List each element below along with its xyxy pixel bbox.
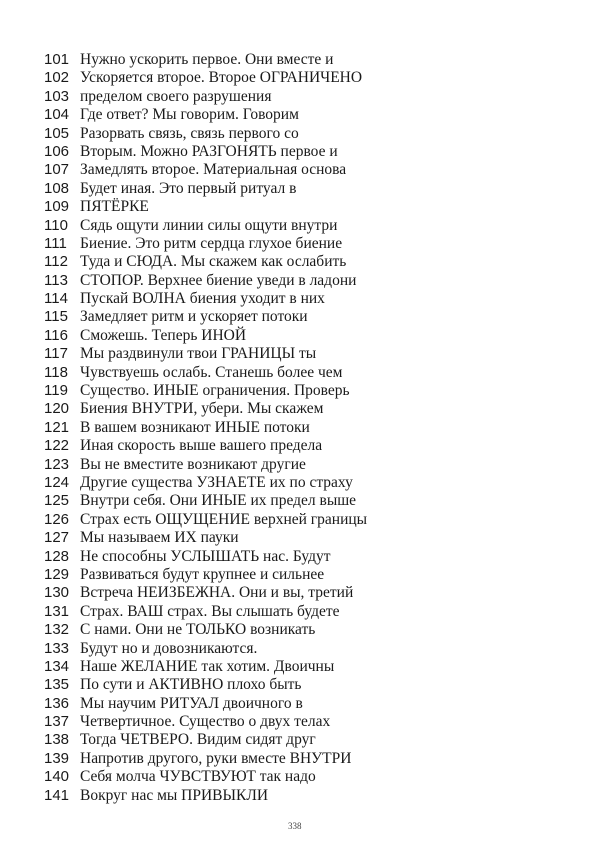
line-text: Замедляет ритм и ускоряет потоки <box>80 308 308 326</box>
line-text: Будет иная. Это первый ритуал в <box>80 179 297 197</box>
line-number: 114 <box>44 290 68 308</box>
line-text: Сможешь. Теперь ИНОЙ <box>80 326 247 344</box>
line-number: 101 <box>44 51 70 68</box>
text-line <box>44 566 367 584</box>
line-number: 141 <box>44 786 70 804</box>
text-line <box>44 290 367 308</box>
line-number: 126 <box>44 510 70 528</box>
line-number: 133 <box>44 639 70 657</box>
line-number: 104 <box>44 106 70 124</box>
line-text: Внутри себя. Они ИНЫЕ их предел выше <box>80 492 357 510</box>
line-number: 120 <box>44 400 70 418</box>
text-line <box>44 713 367 731</box>
line-text: Другие существа УЗНАЕТЕ их по страху <box>80 473 353 491</box>
line-number: 128 <box>44 547 70 565</box>
line-text: Нужно ускорить первое. Они вместе и <box>80 51 334 68</box>
line-text: Мы раздвинули твои ГРАНИЦЫ ты <box>80 345 317 363</box>
line-number: 106 <box>44 142 70 160</box>
line-text: Наше ЖЕЛАНИЕ так хотим. Двоичны <box>80 657 335 675</box>
line-number: 125 <box>44 492 70 510</box>
text-line <box>44 161 367 179</box>
line-number: 130 <box>44 584 70 602</box>
line-text: Страх есть ОЩУЩЕНИЕ верхней границы <box>80 510 368 528</box>
text-line <box>44 69 367 87</box>
line-number: 140 <box>44 768 70 786</box>
line-number: 111 <box>44 234 67 252</box>
text-line <box>44 676 367 694</box>
text-line <box>44 272 367 290</box>
text-line <box>44 640 367 658</box>
line-text: Будут но и довозникаются. <box>80 639 258 657</box>
line-text: Мы называем ИХ пауки <box>80 529 239 547</box>
text-line <box>44 253 367 271</box>
line-number: 105 <box>44 124 70 142</box>
text-line <box>44 125 367 143</box>
text-line <box>44 529 367 547</box>
line-text: Разорвать связь, связь первого со <box>80 124 299 142</box>
line-number: 137 <box>44 713 70 731</box>
line-number: 139 <box>44 749 70 767</box>
line-number: 123 <box>44 455 70 473</box>
line-number: 136 <box>44 694 70 712</box>
text-line <box>44 143 367 161</box>
line-text: Существо. ИНЫЕ ограничения. Проверь <box>80 382 350 400</box>
text-line <box>44 621 367 639</box>
text-line <box>44 584 367 602</box>
line-number: 109 <box>44 198 70 216</box>
line-text: ПЯТЁРКЕ <box>80 198 149 216</box>
line-text: Развиваться будут крупнее и сильнее <box>80 565 325 583</box>
line-number: 113 <box>44 271 68 289</box>
text-line <box>44 437 367 455</box>
line-text: Биение. Это ритм сердца глухое биение <box>80 234 343 252</box>
line-number: 132 <box>44 621 70 639</box>
line-text: По сути и АКТИВНО плохо быть <box>80 676 302 694</box>
line-number: 135 <box>44 676 70 694</box>
line-number: 119 <box>44 382 68 400</box>
text-line <box>44 198 367 216</box>
line-text: Замедлять второе. Материальная основа <box>80 161 347 179</box>
line-text: Сядь ощути линии силы ощути внутри <box>80 216 338 234</box>
line-text: Ускоряется второе. Второе ОГРАНИЧЕНО <box>80 69 363 87</box>
text-line <box>44 88 367 106</box>
line-number: 102 <box>44 69 70 87</box>
line-number: 103 <box>44 87 70 105</box>
line-text: Пускай ВОЛНА биения уходит в них <box>80 290 325 308</box>
line-text: Вы не вместите возникают другие <box>80 455 306 473</box>
text-line <box>44 106 367 124</box>
line-text: Напротив другого, руки вместе ВНУТРИ <box>80 749 352 767</box>
numbered-text-block <box>44 51 367 805</box>
text-line <box>44 511 367 529</box>
line-number: 129 <box>44 565 70 583</box>
line-number: 112 <box>44 253 68 271</box>
line-text: Туда и СЮДА. Мы скажем как ослабить <box>80 253 347 271</box>
text-line <box>44 750 367 768</box>
text-line <box>44 474 367 492</box>
text-line <box>44 51 367 69</box>
line-text: Себя молча ЧУВСТВУЮТ так надо <box>80 768 316 786</box>
line-number: 116 <box>44 326 68 344</box>
text-line <box>44 180 367 198</box>
line-text: Тогда ЧЕТВЕРО. Видим сидят друг <box>80 731 316 749</box>
line-number: 118 <box>44 363 68 381</box>
line-text: Чувствуешь ослабь. Станешь более чем <box>80 363 343 381</box>
text-line <box>44 382 367 400</box>
line-number: 115 <box>44 308 68 326</box>
text-line <box>44 345 367 363</box>
line-text: Вокруг нас мы ПРИВЫКЛИ <box>80 786 269 804</box>
text-line <box>44 731 367 749</box>
text-line <box>44 327 367 345</box>
line-number: 122 <box>44 437 70 455</box>
line-text: Иная скорость выше вашего предела <box>80 437 323 455</box>
line-text: Мы научим РИТУАЛ двоичного в <box>80 694 303 712</box>
line-text: С нами. Они не ТОЛЬКО возникать <box>80 621 316 639</box>
text-line <box>44 768 367 786</box>
line-number: 134 <box>44 657 70 675</box>
text-line <box>44 603 367 621</box>
text-line <box>44 548 367 566</box>
line-text: Встреча НЕИЗБЕЖНА. Они и вы, третий <box>80 584 354 602</box>
line-text: Биения ВНУТРИ, убери. Мы скажем <box>80 400 324 418</box>
text-line <box>44 492 367 510</box>
text-line <box>44 695 367 713</box>
line-number: 107 <box>44 161 70 179</box>
line-text: пределом своего разрушения <box>80 87 272 105</box>
line-number: 117 <box>44 345 68 363</box>
text-line <box>44 400 367 418</box>
line-number: 121 <box>44 418 70 436</box>
text-line <box>44 308 367 326</box>
text-line <box>44 419 367 437</box>
line-number: 108 <box>44 179 70 197</box>
line-number: 131 <box>44 602 70 620</box>
page-number: 338 <box>288 821 302 831</box>
line-number: 124 <box>44 473 70 491</box>
line-number: 110 <box>44 216 68 234</box>
line-number: 127 <box>44 529 70 547</box>
text-line <box>44 658 367 676</box>
line-text: Четвертичное. Существо о двух телах <box>80 713 331 731</box>
text-line <box>44 456 367 474</box>
text-line <box>44 787 367 805</box>
line-text: В вашем возникают ИНЫЕ потоки <box>80 418 310 436</box>
line-text: Страх. ВАШ страх. Вы слышать будете <box>80 602 340 620</box>
line-number: 138 <box>44 731 70 749</box>
line-text: Не способны УСЛЫШАТЬ нас. Будут <box>80 547 331 565</box>
line-text: СТОПОР. Верхнее биение уведи в ладони <box>80 271 357 289</box>
line-text: Где ответ? Мы говорим. Говорим <box>80 106 299 124</box>
text-line <box>44 364 367 382</box>
line-text: Вторым. Можно РАЗГОНЯТЬ первое и <box>80 142 338 160</box>
text-line <box>44 235 367 253</box>
text-line <box>44 217 367 235</box>
